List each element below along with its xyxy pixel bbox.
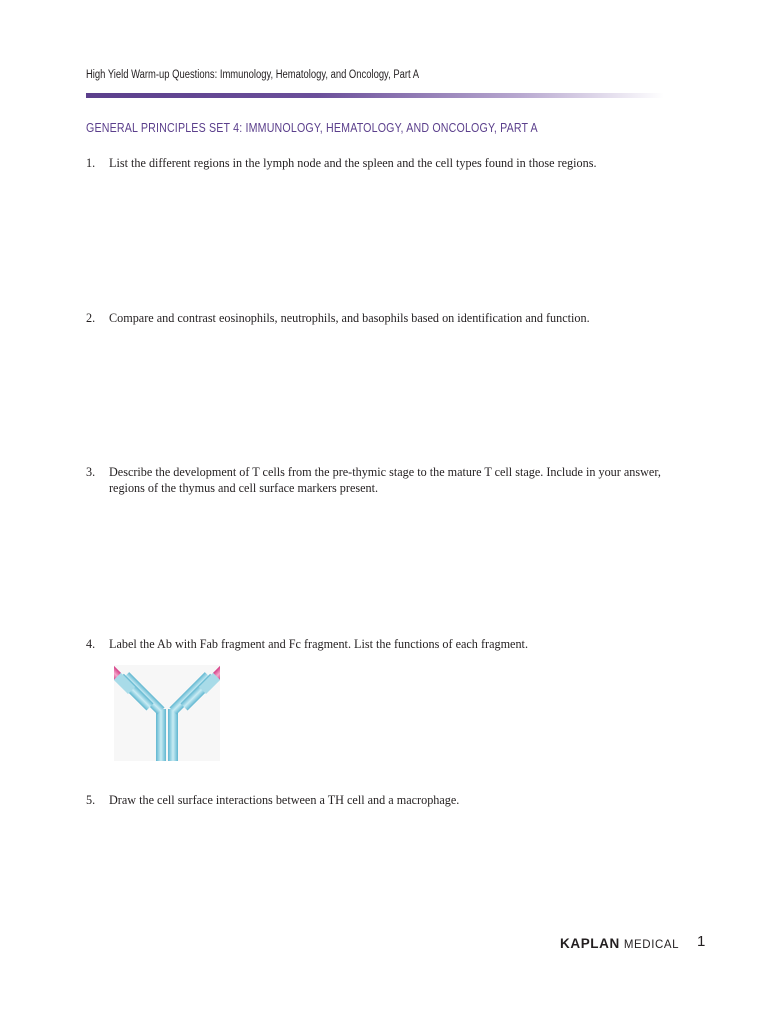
header-rule xyxy=(86,93,664,98)
question-number: 3. xyxy=(86,465,96,479)
section-title: GENERAL PRINCIPLES SET 4: IMMUNOLOGY, HEMATOLOGY, AND ONCOLOGY, PART A xyxy=(86,120,538,135)
question-number: 1. xyxy=(86,156,96,170)
question-5 xyxy=(86,792,676,808)
question-4 xyxy=(86,636,676,652)
question-number: 4. xyxy=(86,637,96,651)
question-text: Label the Ab with Fab fragment and Fc fragment. List the functions of each fragment. xyxy=(109,637,528,651)
question-2 xyxy=(86,310,676,326)
question-1 xyxy=(86,155,676,171)
question-text: Draw the cell surface interactions between a TH cell and a macrophage. xyxy=(109,793,460,807)
question-text: Describe the development of T cells from the pre-thymic stage to the mature T cell stage. Include in your answer, regions of the thymus and cell surface markers present. xyxy=(109,465,661,495)
question-number: 5. xyxy=(86,793,96,807)
running-header: High Yield Warm-up Questions: Immunology, Hematology, and Oncology, Part A xyxy=(86,69,419,81)
question-text: List the different regions in the lymph node and the spleen and the cell types found in those regions. xyxy=(109,156,597,170)
page-number: 1 xyxy=(697,933,706,950)
question-text: Compare and contrast eosinophils, neutrophils, and basophils based on identification and function. xyxy=(109,311,590,325)
antibody-icon xyxy=(114,665,220,761)
kaplan-medical-logo xyxy=(560,935,679,953)
question-3 xyxy=(86,464,676,496)
logo-kaplan: KAPLAN xyxy=(560,936,620,951)
question-number: 2. xyxy=(86,311,96,325)
logo-medical: MEDICAL xyxy=(623,939,680,951)
